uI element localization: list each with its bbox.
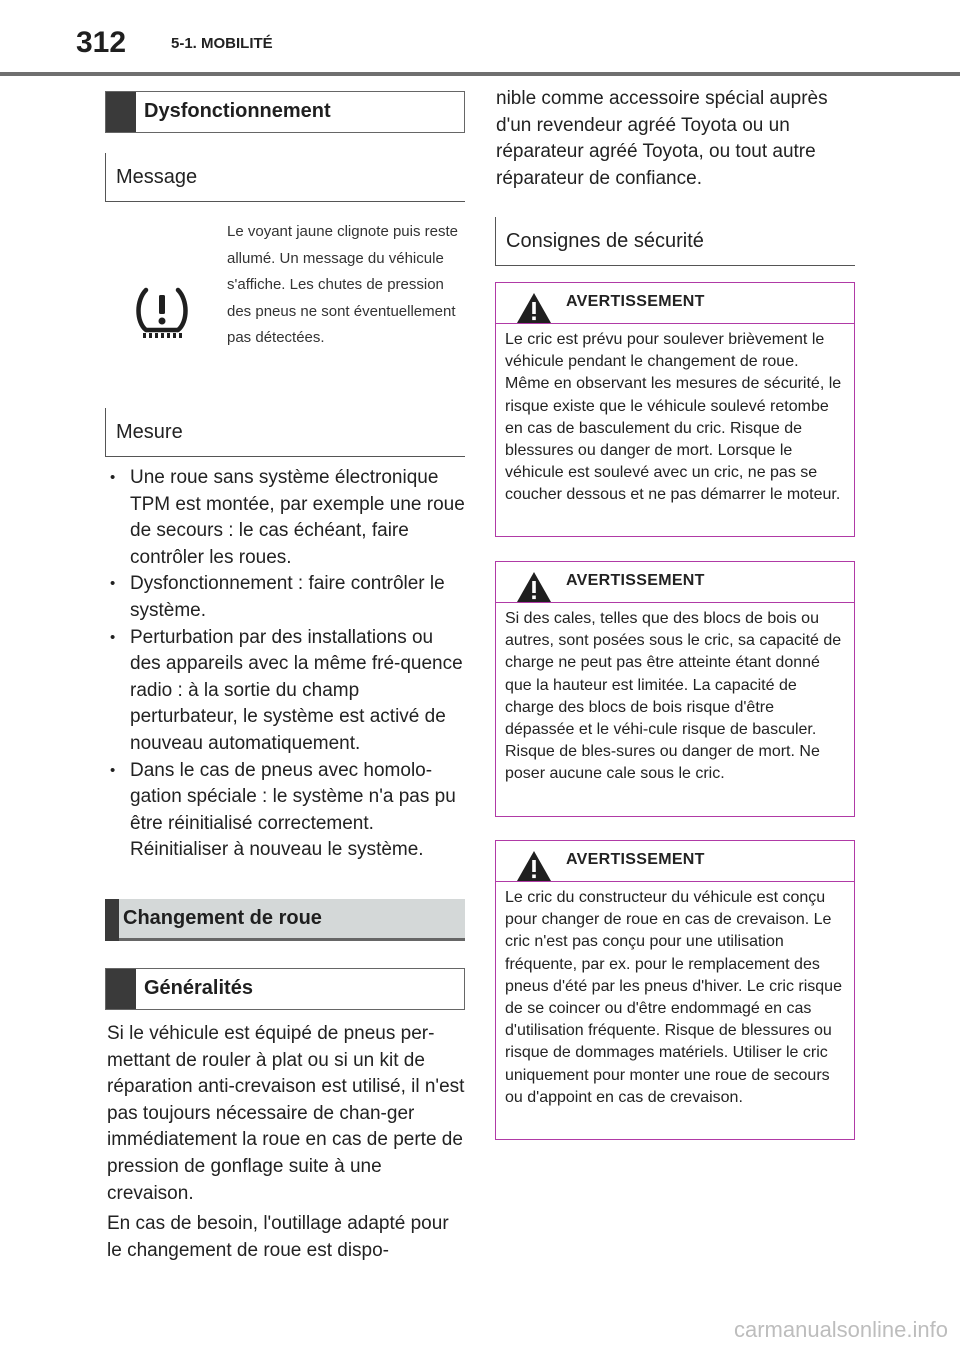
- wheel-change-heading-label: Changement de roue: [123, 907, 322, 929]
- general-paragraph-1: Si le véhicule est équipé de pneus per-mettant de rouler à plat ou si un kit de réparation anti-crevaison est utilisé, il n'est pas toujours nécessaire de chan-ger immédiatement la roue en cas de perte de pression de gonflage suite à une crevaison.: [107, 1023, 465, 1204]
- warning-title: AVERTISSEMENT: [566, 572, 705, 589]
- heading-tab: [106, 92, 136, 132]
- continued-paragraph: nible comme accessoire spécial auprès d'un revendeur agréé Toyota ou un réparateur agréé Toyota, ou tout autre réparateur de confiance.: [496, 88, 828, 189]
- general-heading: [105, 968, 465, 1010]
- malfunction-heading: [105, 91, 465, 133]
- warning-box: [495, 840, 855, 1140]
- measure-heading: [105, 408, 465, 457]
- message-heading-label: Message: [116, 166, 198, 188]
- message-text: Le voyant jaune clignote puis reste allumé. Un message du véhicule s'affiche. Les chutes de pression des pneus ne sont éventuellement pas détectées.: [227, 223, 458, 347]
- measure-list: [108, 465, 465, 864]
- list-item: • Une roue sans système électronique TPM est montée, par exemple une roue de secours : le cas échéant, faire contrôler les roues.: [108, 465, 465, 571]
- heading-tab: [106, 969, 136, 1009]
- footer-watermark: carmanualsonline.info: [733, 1317, 948, 1342]
- warning-triangle-icon: [516, 292, 552, 324]
- warning-header: [496, 562, 854, 603]
- general-heading-label: Généralités: [144, 977, 253, 999]
- warning-text: Le cric est prévu pour soulever brièvement le véhicule pendant le changement de roue. Même en observant les mesures de sécurité, le risque existe que le véhicule soulevé retombe en cas de basculement du cric. Risque de blessures ou danger de mort. Lorsque le véhicule est soulevé avec un cric, ne pas se coucher dessous et ne pas démarrer le moteur.: [505, 331, 842, 504]
- warning-triangle-icon: [516, 850, 552, 882]
- safety-heading-label: Consignes de sécurité: [506, 230, 704, 252]
- page-header: [0, 0, 960, 76]
- wheel-change-heading: [105, 899, 465, 941]
- page-number: 312: [76, 26, 127, 59]
- list-item: • Dysfonctionnement : faire contrôler le système.: [108, 571, 465, 624]
- header-rule: [0, 72, 960, 76]
- warning-title: AVERTISSEMENT: [566, 293, 705, 310]
- tire-pressure-warning-icon: [132, 282, 192, 342]
- warning-box: [495, 282, 855, 537]
- heading-tab: [105, 899, 119, 941]
- warning-header: [496, 283, 854, 324]
- safety-heading: [495, 217, 855, 266]
- message-heading: [105, 153, 465, 202]
- warning-text: Le cric du constructeur du véhicule est conçu pour changer de roue en cas de crevaison. Le cric n'est pas conçu pour une utilisation fréquente, par ex. pour le remplacement des pneus d'été par les pneus d'hiver. Le cric risque de se coincer ou d'être endommagé en cas d'utilisation fréquente. Risque de blessures ou risque de dommages matériels. Utiliser le cric uniquement pour monter une roue de secours ou d'appoint en cas de crevaison.: [505, 889, 842, 1106]
- warning-box: [495, 561, 855, 817]
- list-item: • Dans le cas de pneus avec homolo-gation spéciale : le système n'a pas pu être réinitialisé correctement. Réinitialiser à nouveau le système.: [108, 758, 465, 864]
- warning-triangle-icon: [516, 571, 552, 603]
- warning-title: AVERTISSEMENT: [566, 851, 705, 868]
- warning-header: [496, 841, 854, 882]
- list-item: • Perturbation par des installations ou des appareils avec la même fré-quence radio : à la sortie du champ perturbateur, le système est activé de nouveau automatiquement.: [108, 625, 465, 758]
- warning-text: Si des cales, telles que des blocs de bois ou autres, sont posées sous le cric, sa capacité de charge ne peut pas être atteinte étant donné que la hauteur est limitée. La capacité de charge des blocs de bois risque d'être dépassée et le véhi-cule risque de basculer. Risque de bles-sures ou danger de mort. Ne poser aucune cale sous le cric.: [505, 610, 842, 783]
- measure-heading-label: Mesure: [116, 421, 183, 443]
- malfunction-heading-label: Dysfonctionnement: [144, 100, 331, 122]
- general-paragraph-2: En cas de besoin, l'outillage adapté pour le changement de roue est dispo-: [107, 1213, 449, 1261]
- section-title: 5-1. MOBILITÉ: [171, 35, 273, 52]
